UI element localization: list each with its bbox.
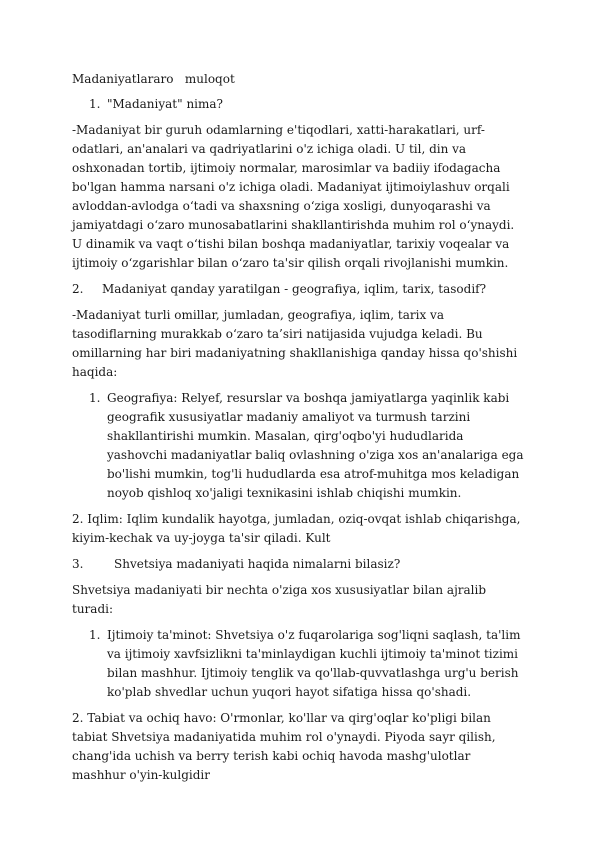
section-3-heading-text: Shvetsiya madaniyati haqida nimalarni bilasiz?: [114, 557, 401, 571]
section-2-body: -Madaniyat turli omillar, jumladan, geografiya, iqlim, tarix va tasodiflarning murakkab o‘zaro ta’siri natijasida vujudga keladi. Bu omillarning har biri madaniyatning shakllanishiga qanday hissa qo'shishi haqida:: [72, 308, 518, 379]
document-title: Madaniyatlararo muloqot: [72, 72, 235, 86]
section-3-item-2: 2. Tabiat va ochiq havo: O'rmonlar, ko'llar va qirg'oqlar ko'pligi bilan tabiat Shvetsiya madaniyatida muhim rol o'ynaydi. Piyoda sayr qilish, chang'ida uchish va berry terish kabi ochiq havoda mashg'ulotlar mashhur o'yin-kulgidir: [72, 711, 496, 782]
section-1-heading-text: "Madaniyat" nima?: [107, 97, 223, 111]
section-3-heading: [72, 555, 524, 574]
section-2-number: 2.: [72, 282, 84, 296]
document-page: [72, 70, 524, 792]
section-3-body: Shvetsiya madaniyati bir nechta o'ziga xos xususiyatlar bilan ajralib turadi:: [72, 583, 487, 616]
section-1-body: -Madaniyat bir guruh odamlarning e'tiqodlari, xatti-harakatlari, urf-odatlari, an'analari va qadriyatlarini o'z ichiga oladi. U til, din va oshxonadan tortib, ijtimoiy normalar, marosimlar va badiiy ifodagacha bo'lgan hamma narsani o'z ichiga oladi. Madaniyat ijtimoiylashuv orqali avloddan-avlodga o‘tadi va shaxsning o‘ziga xosligi, dunyoqarashi va jamiyatdagi o‘zaro munosabatlarini shakllantirishda muhim rol o‘ynaydi. U dinamik va vaqt o‘tishi bilan boshqa madaniyatlar, tarixiy voqealar va ijtimoiy o‘zgarishlar bilan o‘zaro ta'sir qilish orqali rivojlanishi mumkin.: [72, 123, 515, 270]
section-2-item-1-text: Geografiya: Relyef, resurslar va boshqa jamiyatlarga yaqinlik kabi geografik xususiyatlar madaniy amaliyot va turmush tarzini shakllantirishi mumkin. Masalan, qirg'oqbo'yi hududlarida yashovchi madaniyatlar baliq ovlashning o'ziga xos an'analariga ega bo'lishi mumkin, tog'li hududlarda esa atrof-muhitga mos keladigan noyob qishloq xo'jaligi texnikasini ishlab chiqishi mumkin.: [107, 391, 524, 500]
section-2-item-2: 2. Iqlim: Iqlim kundalik hayotga, jumladan, oziq-ovqat ishlab chiqarishga, kiyim-kechak va uy-joyga ta'sir qiladi. Kult: [72, 512, 521, 545]
section-1-heading: [72, 95, 524, 114]
section-2-heading-text: Madaniyat qanday yaratilgan - geografiya, iqlim, tarix, tasodif?: [102, 282, 487, 296]
section-3-number: 3.: [72, 557, 84, 571]
section-2-list-item-1: [72, 389, 524, 503]
section-3-item-1-text: Ijtimoiy ta'minot: Shvetsiya o'z fuqarolariga sog'liqni saqlash, ta'lim va ijtimoiy xavfsizlikni ta'minlaydigan kuchli ijtimoiy ta'minot tizimi bilan mashhur. Ijtimoiy tenglik va qo'llab-quvvatlashga urg'u berish ko'plab shvedlar uchun yuqori hayot sifatiga hissa qo'shadi.: [107, 628, 521, 699]
section-1-number: 1.: [89, 97, 101, 111]
section-3-list-item-1: [72, 626, 524, 702]
section-3-item-1-number: 1.: [89, 628, 101, 642]
section-2-heading: [72, 280, 524, 299]
section-2-item-1-number: 1.: [89, 391, 101, 405]
